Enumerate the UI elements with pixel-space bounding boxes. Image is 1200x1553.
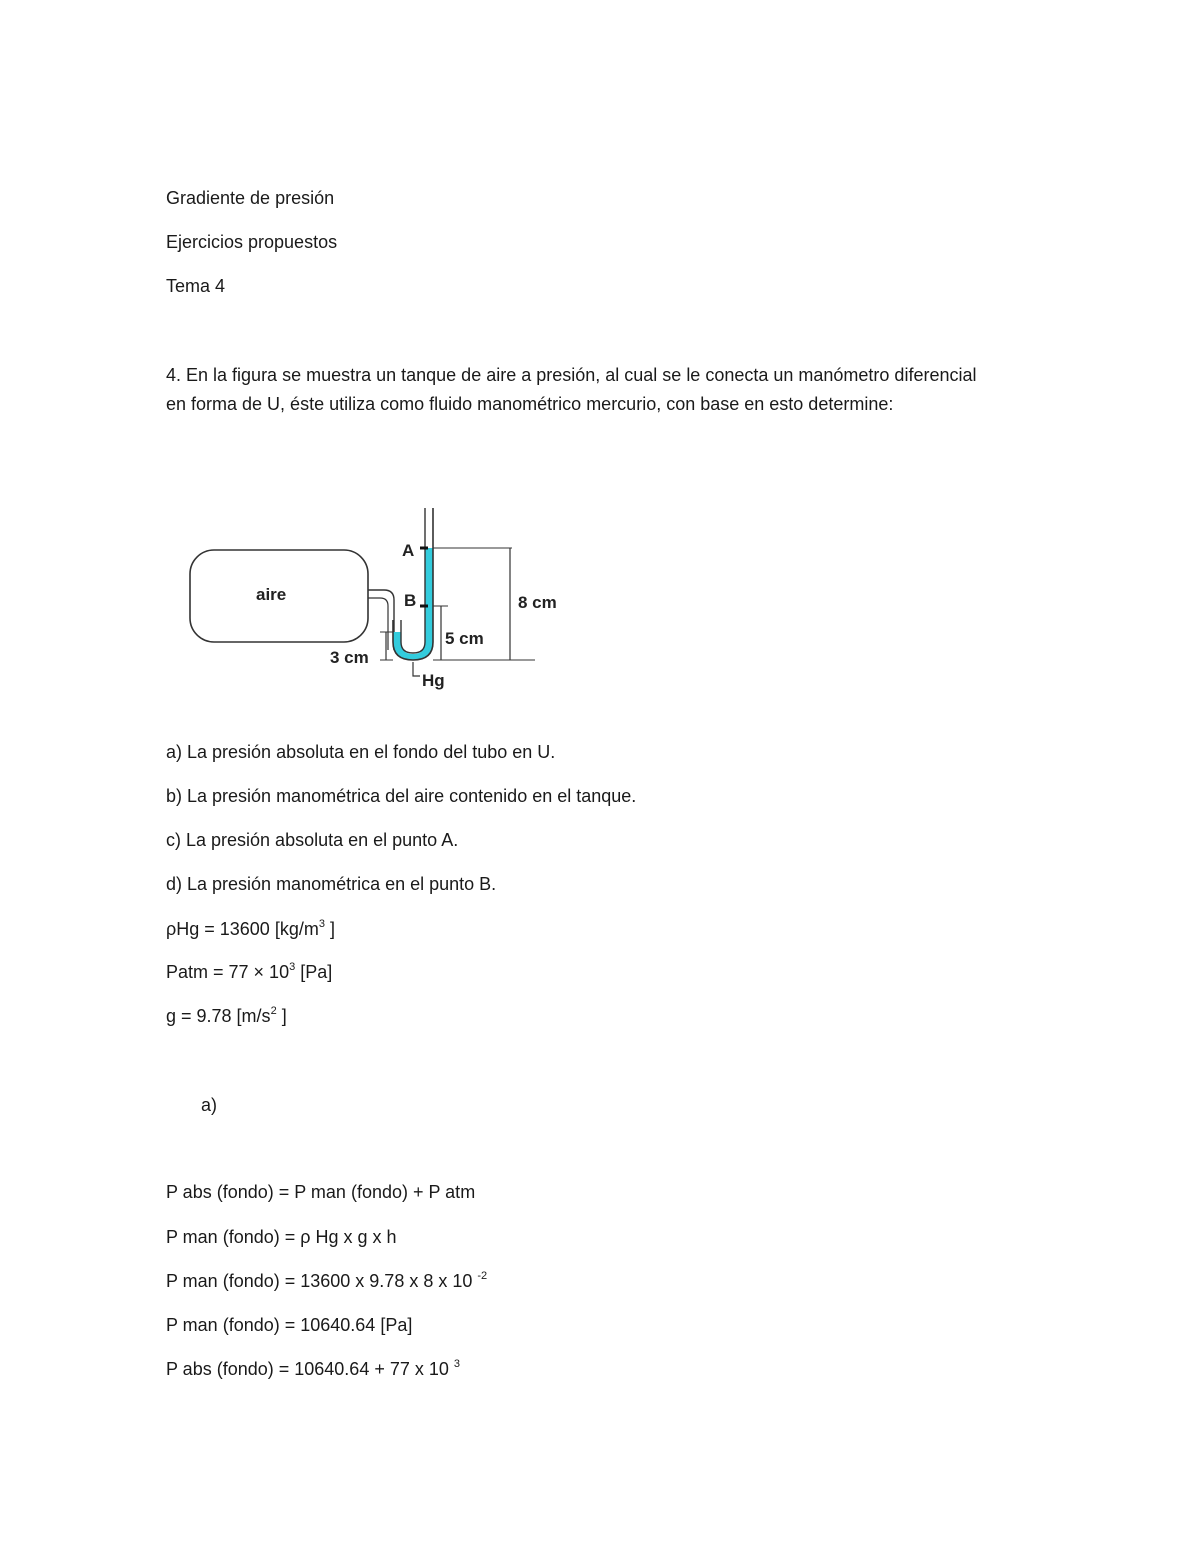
tank-label: aire (256, 585, 287, 604)
manometer-figure (180, 500, 580, 700)
question-b: b) La presión manométrica del aire contenido en el tanque. (166, 786, 637, 806)
u-tube-inner-wall (401, 508, 425, 653)
dim-5cm-label: 5 cm (445, 629, 484, 648)
constant-patm: Patm = $77 \times 10^3$ [Pa] (166, 961, 333, 982)
solution-line: P abs (fondo) = 10640.64 + 77 x 10 $^3$ (166, 1358, 461, 1379)
document-topic: Tema 4 (166, 276, 226, 296)
constant-rho-hg: ρHg = 13600 [$kg/m^3$ ] (166, 918, 335, 939)
point-a-label: A (402, 541, 415, 560)
document-subtitle: Ejercicios propuestos (166, 232, 338, 252)
manometer-diagram (180, 500, 580, 700)
solution-line: P man (fondo) = 10640.64 [Pa] (166, 1315, 413, 1335)
question-a: a) La presión absoluta en el fondo del tubo en U. (166, 742, 556, 762)
document-title: Gradiente de presión (166, 188, 335, 208)
hg-label: Hg (422, 671, 445, 690)
hg-pointer (413, 662, 420, 676)
point-b-label: B (404, 591, 417, 610)
question-c: c) La presión absoluta en el punto A. (166, 830, 459, 850)
solution-line: P abs (fondo) = P man (fondo) + P atm (166, 1182, 476, 1202)
dim-3cm-label: 3 cm (330, 648, 369, 667)
question-d: d) La presión manométrica en el punto B. (166, 874, 497, 894)
connector-pipe-inner (368, 598, 388, 650)
solution-line: P man (fondo) = ρ Hg x g x h (166, 1227, 397, 1247)
problem-statement: 4. En la figura se muestra un tanque de aire a presión, al cual se le conecta un manómetro diferencial en forma de U, éste utiliza como fluido manométrico mercurio, con base en esto determine: (166, 365, 977, 414)
constant-g: g = 9.78 [$m/s^2$ ] (166, 1005, 287, 1026)
dim-8cm-label: 8 cm (518, 593, 557, 612)
connector-pipe-outer (368, 590, 394, 650)
solution-line: P man (fondo) = 13600 x 9.78 x 8 x 10 $^{-2}$ (166, 1270, 488, 1291)
solution-section-label: a) (201, 1095, 218, 1115)
